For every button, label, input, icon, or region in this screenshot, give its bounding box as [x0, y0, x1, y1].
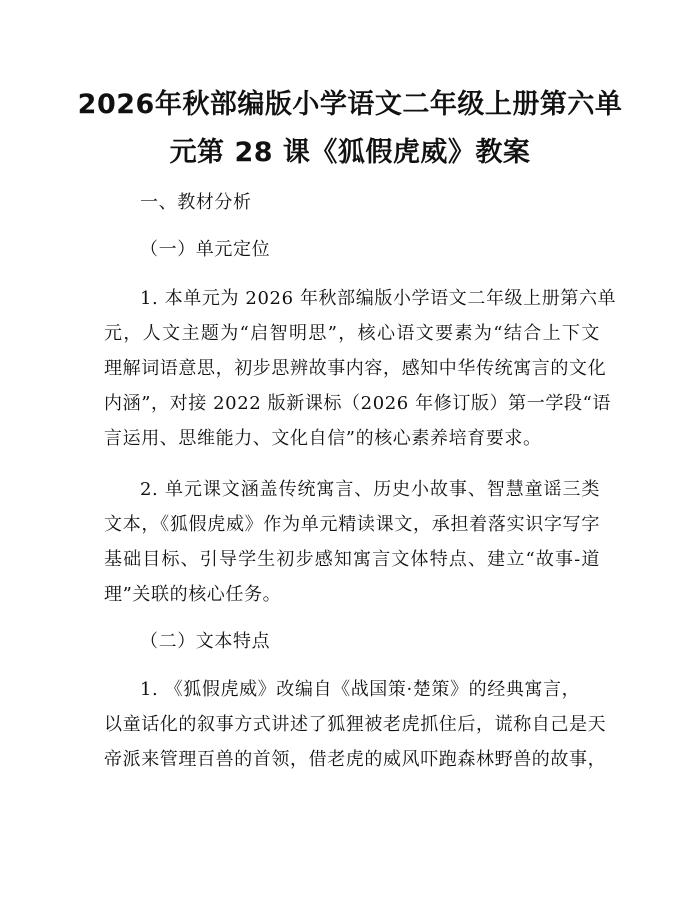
document-title-line-1: 2026年秋部编版小学语文二年级上册第六单 — [77, 89, 623, 120]
subsection-heading: （一）单元定位 — [140, 239, 271, 260]
section-heading: 一、教材分析 — [140, 192, 252, 213]
paragraph-line: 理”关联的核心任务。 — [104, 584, 282, 605]
paragraph-line: 1. 本单元为 2026 年秋部编版小学语文二年级上册第六单 — [140, 288, 617, 309]
document-title-line-2: 元第 28 课《狐假虎威》教案 — [169, 137, 531, 168]
paragraph-line: 帝派来管理百兽的首领，借老虎的威风吓跑森林野兽的故事， — [104, 749, 607, 770]
subsection-heading: （二）文本特点 — [140, 631, 271, 652]
paragraph-line: 言运用、思维能力、文化自信”的核心素养培育要求。 — [104, 428, 542, 449]
paragraph-line: 文本，《狐假虎威》作为单元精读课文，承担着落实识字写字 — [104, 514, 600, 535]
paragraph-line: 1. 《狐假虎威》改编自《战国策·楚策》的经典寓言， — [140, 679, 581, 700]
paragraph-line: 元，人文主题为“启智明思”，核心语文要素为“结合上下文 — [104, 323, 600, 344]
paragraph-line: 基础目标、引导学生初步感知寓言文体特点、建立“故事-道 — [104, 549, 600, 570]
paragraph-line: 以童话化的叙事方式讲述了狐狸被老虎抓住后，谎称自己是天 — [104, 714, 607, 735]
paragraph-line: 理解词语意思，初步思辨故事内容，感知中华传统寓言的文化 — [104, 358, 607, 379]
paragraph-line: 2. 单元课文涵盖传统寓言、历史小故事、智慧童谣三类 — [140, 479, 600, 500]
paragraph-line: 内涵”，对接 2022 版新课标（2026 年修订版）第一学段“语 — [104, 393, 611, 414]
